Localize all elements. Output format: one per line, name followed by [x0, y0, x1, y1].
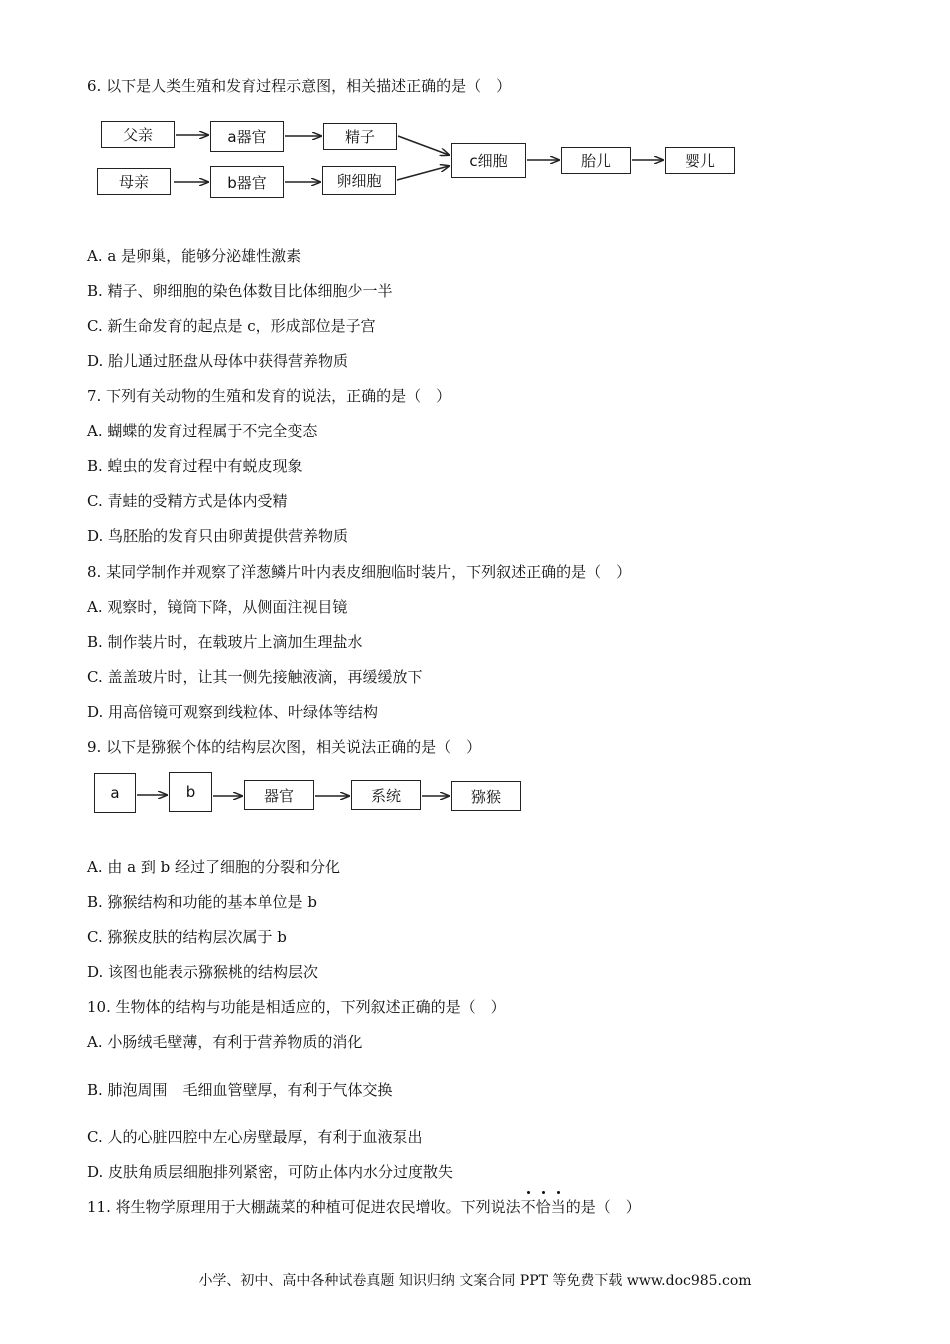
q9-option-a: A. 由 a 到 b 经过了细胞的分裂和分化 [87, 858, 340, 876]
q6-stem: 6. 以下是人类生殖和发育过程示意图，相关描述正确的是（ ） [87, 77, 512, 95]
box-baby: 婴儿 [665, 147, 735, 174]
q10-option-b: B. 肺泡周围 毛细血管壁厚，有利于气体交换 [87, 1081, 393, 1099]
box-organ: 器官 [244, 780, 314, 810]
q9-stem: 9. 以下是猕猴个体的结构层次图，相关说法正确的是（ ） [87, 738, 482, 756]
q6-option-d: D. 胎儿通过胚盘从母体中获得营养物质 [87, 352, 349, 370]
box-fetus: 胎儿 [561, 147, 631, 174]
q7-option-d: D. 鸟胚胎的发育只由卵黄提供营养物质 [87, 527, 349, 545]
q7-stem: 7. 下列有关动物的生殖和发育的说法，正确的是（ ） [87, 387, 452, 405]
q10-option-a: A. 小肠绒毛壁薄，有利于营养物质的消化 [87, 1033, 363, 1051]
box-egg: 卵细胞 [322, 166, 396, 195]
box-sperm: 精子 [323, 123, 397, 150]
box-a: a [94, 773, 136, 813]
q11-emphasis-2: 恰 [535, 1198, 551, 1216]
q11-emphasis-1: 不 [520, 1198, 536, 1216]
q10-stem: 10. 生物体的结构与功能是相适应的，下列叙述正确的是（ ） [87, 998, 506, 1016]
q7-option-b: B. 蝗虫的发育过程中有蜕皮现象 [87, 457, 303, 475]
q9-option-d: D. 该图也能表示猕猴桃的结构层次 [87, 963, 319, 981]
q8-stem: 8. 某同学制作并观察了洋葱鳞片叶内表皮细胞临时装片，下列叙述正确的是（ ） [87, 563, 632, 581]
q8-option-c: C. 盖盖玻片时，让其一侧先接触液滴，再缓缓放下 [87, 668, 423, 686]
q7-option-c: C. 青蛙的受精方式是体内受精 [87, 492, 288, 510]
box-organ-b: b器官 [210, 166, 284, 198]
box-cell-c: c细胞 [451, 143, 526, 178]
box-father: 父亲 [101, 121, 175, 148]
q6-option-b: B. 精子、卵细胞的染色体数目比体细胞少一半 [87, 282, 393, 300]
q9-option-b: B. 猕猴结构和功能的基本单位是 b [87, 893, 317, 911]
q8-option-a: A. 观察时，镜筒下降，从侧面注视目镜 [87, 598, 348, 616]
q9-option-c: C. 猕猴皮肤的结构层次属于 b [87, 928, 287, 946]
q7-option-a: A. 蝴蝶的发育过程属于不完全变态 [87, 422, 318, 440]
arrow-egg-cell-c [397, 166, 449, 180]
q11-stem-after: 的是（ ） [565, 1198, 641, 1216]
arrow-sperm-cell-c [398, 136, 449, 155]
box-b: b [169, 772, 212, 812]
q11-stem [87, 1197, 641, 1217]
q6-option-a: A. a 是卵巢，能够分泌雄性激素 [87, 247, 302, 265]
q8-option-b: B. 制作装片时，在载玻片上滴加生理盐水 [87, 633, 363, 651]
box-mother: 母亲 [97, 168, 171, 195]
box-monkey: 猕猴 [451, 781, 521, 811]
q6-option-c: C. 新生命发育的起点是 c，形成部位是子宫 [87, 317, 376, 335]
box-organ-a: a器官 [210, 121, 284, 152]
q11-emphasis-3: 当 [550, 1198, 566, 1216]
box-system: 系统 [351, 780, 421, 810]
q8-option-d: D. 用高倍镜可观察到线粒体、叶绿体等结构 [87, 703, 379, 721]
q11-stem-before: 11. 将生物学原理用于大棚蔬菜的种植可促进农民增收。下列说法 [87, 1198, 521, 1216]
q10-option-d: D. 皮肤角质层细胞排列紧密，可防止体内水分过度散失 [87, 1163, 454, 1181]
page-footer: 小学、初中、高中各种试卷真题 知识归纳 文案合同 PPT 等免费下载 www.doc985.com [198, 1273, 752, 1289]
q10-option-c: C. 人的心脏四腔中左心房壁最厚，有利于血液泵出 [87, 1128, 423, 1146]
